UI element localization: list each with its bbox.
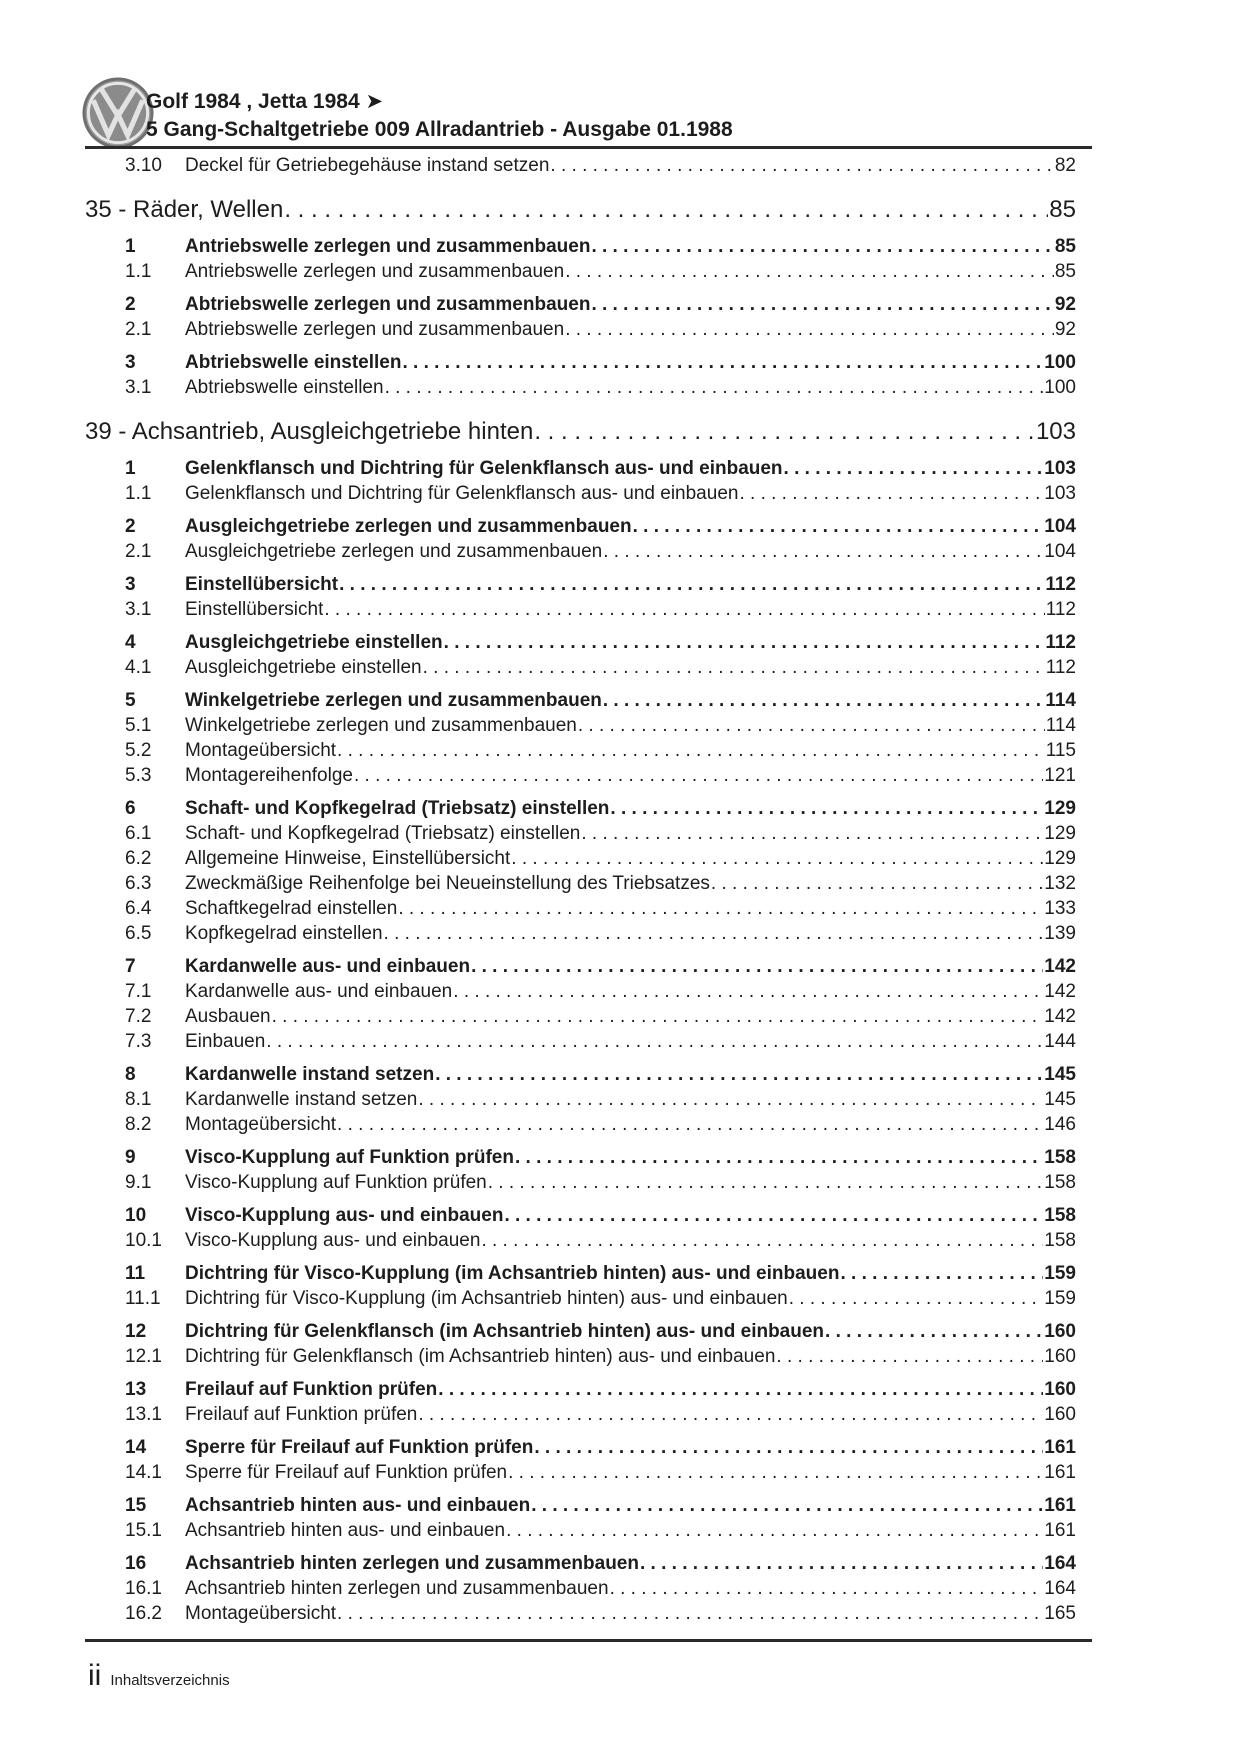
dot-leader <box>610 796 1043 821</box>
toc-entry-title: Kardanwelle aus- und einbauen <box>185 956 471 977</box>
toc-entry-number: 6 <box>125 798 136 819</box>
toc-entry-title: Einstellübersicht <box>185 574 339 595</box>
toc-entry <box>85 1460 1092 1485</box>
dot-leader <box>711 871 1043 896</box>
toc-section-title: 39 - Achsantrieb, Ausgleichgetriebe hinten <box>85 418 534 445</box>
toc-entry-title: Visco-Kupplung auf Funktion prüfen <box>185 1147 514 1168</box>
toc-entry-page: 103 <box>1044 458 1076 479</box>
toc-entry-page: 142 <box>1044 1006 1076 1027</box>
dot-leader <box>578 713 1045 738</box>
dot-leader <box>581 821 1043 846</box>
toc-entry-title: Achsantrieb hinten aus- und einbauen <box>185 1495 531 1516</box>
dot-leader <box>453 979 1043 1004</box>
toc-entry-number: 2 <box>125 516 136 537</box>
toc-entry-number: 13 <box>125 1379 147 1400</box>
dot-leader <box>384 921 1044 946</box>
toc-entry <box>85 1601 1092 1626</box>
toc-entry-page: 160 <box>1044 1379 1076 1400</box>
toc-entry <box>85 259 1092 284</box>
toc-entry <box>85 539 1092 564</box>
toc-entry-title: Dichtring für Visco-Kupplung (im Achsantrieb hinten) aus- und einbauen <box>185 1263 840 1284</box>
toc-entry <box>85 738 1092 763</box>
toc-entry <box>85 655 1092 680</box>
toc-entry <box>85 1518 1092 1543</box>
toc-entry <box>85 1402 1092 1427</box>
dot-leader <box>840 1261 1043 1286</box>
dot-leader <box>591 234 1053 259</box>
toc-entry-number: 3.10 <box>125 155 162 176</box>
toc-entry-title: Montageübersicht <box>185 1603 337 1624</box>
toc-entry-number: 6.2 <box>125 848 152 869</box>
dot-leader <box>418 1087 1043 1112</box>
toc-entry <box>85 796 1092 821</box>
toc-entry <box>85 1170 1092 1195</box>
toc-entry <box>85 1062 1092 1087</box>
toc-entry-number: 8.1 <box>125 1089 152 1110</box>
toc-entry-title: Kardanwelle instand setzen <box>185 1089 418 1110</box>
dot-leader <box>324 597 1044 622</box>
toc-entry-number: 1.1 <box>125 261 152 282</box>
toc-entry-page: 114 <box>1045 715 1076 736</box>
toc-entry-page: 139 <box>1044 923 1076 944</box>
dot-leader <box>633 514 1044 539</box>
toc-entry-number: 6.1 <box>125 823 152 844</box>
toc-entry <box>85 234 1092 259</box>
toc-entry-number: 5 <box>125 690 136 711</box>
toc-entry-title: Dichtring für Gelenkflansch (im Achsantrieb hinten) aus- und einbauen <box>185 1346 776 1367</box>
toc-entry <box>85 896 1092 921</box>
header-rule <box>85 146 1092 149</box>
toc-entry <box>85 1228 1092 1253</box>
toc-entry-page: 146 <box>1044 1114 1076 1135</box>
toc-entry-page: 144 <box>1044 1031 1076 1052</box>
toc-entry-page: 160 <box>1044 1404 1076 1425</box>
toc-entry-page: 92 <box>1054 294 1076 315</box>
toc-entry-title: Kardanwelle aus- und einbauen <box>185 981 453 1002</box>
toc-entry-page: 161 <box>1044 1520 1076 1541</box>
toc-entry-number: 15.1 <box>125 1520 162 1541</box>
dot-leader <box>354 763 1043 788</box>
toc-entry-title: Winkelgetriebe zerlegen und zusammenbauen <box>185 690 602 711</box>
toc-entry-title: Sperre für Freilauf auf Funktion prüfen <box>185 1437 534 1458</box>
dot-leader <box>515 1145 1043 1170</box>
toc-entry-number: 10.1 <box>125 1230 162 1251</box>
dot-leader <box>776 1344 1043 1369</box>
toc-entry <box>85 713 1092 738</box>
dot-leader <box>481 1228 1043 1253</box>
toc-section-page: 103 <box>1035 418 1076 445</box>
toc-entry-title: Ausgleichgetriebe einstellen <box>185 657 422 678</box>
toc-entry-number: 11 <box>125 1263 146 1284</box>
dot-leader <box>337 738 1045 763</box>
toc-entry-number: 7 <box>125 956 136 977</box>
toc-entry-page: 160 <box>1044 1346 1076 1367</box>
footer-page-number: ii <box>88 1659 102 1692</box>
toc-entry <box>85 1087 1092 1112</box>
toc-entry-number: 6.3 <box>125 873 152 894</box>
toc-entry <box>85 292 1092 317</box>
dot-leader <box>488 1170 1044 1195</box>
toc-entry-page: 103 <box>1044 483 1076 504</box>
toc-entry <box>85 979 1092 1004</box>
toc-entry <box>85 688 1092 713</box>
toc-entry-number: 12.1 <box>125 1346 162 1367</box>
toc-entry-title: Achsantrieb hinten aus- und einbauen <box>185 1520 506 1541</box>
toc-entry-page: 133 <box>1044 898 1076 919</box>
dot-leader <box>825 1319 1043 1344</box>
toc-entry-title: Einbauen <box>185 1031 266 1052</box>
toc-entry-page: 100 <box>1044 352 1076 373</box>
toc-entry-page: 161 <box>1044 1462 1076 1483</box>
toc-entry-page: 129 <box>1044 823 1076 844</box>
dot-leader <box>565 317 1054 342</box>
toc-entry-page: 145 <box>1044 1064 1076 1085</box>
toc-entry-number: 1 <box>125 236 136 257</box>
toc-entry-title: Dichtring für Visco-Kupplung (im Achsantrieb hinten) aus- und einbauen <box>185 1288 788 1309</box>
dot-leader <box>284 194 1048 226</box>
toc-entry-title: Abtriebswelle zerlegen und zusammenbauen <box>185 319 565 340</box>
toc-entry-title: Montagereihenfolge <box>185 765 353 786</box>
toc-entry-number: 16 <box>125 1553 147 1574</box>
toc-entry-number: 15 <box>125 1495 147 1516</box>
toc-entry-title: Antriebswelle zerlegen und zusammenbauen <box>185 261 565 282</box>
dot-leader <box>508 1460 1043 1485</box>
toc-entry <box>85 1029 1092 1054</box>
footer-rule <box>85 1639 1092 1642</box>
toc-entry <box>85 846 1092 871</box>
toc-section-header <box>85 194 1092 226</box>
toc-entry-number: 2.1 <box>125 541 152 562</box>
toc-entry <box>85 350 1092 375</box>
toc-entry <box>85 763 1092 788</box>
toc-entry-title: Visco-Kupplung auf Funktion prüfen <box>185 1172 487 1193</box>
toc-entry-page: 158 <box>1044 1172 1076 1193</box>
toc-entry-number: 1 <box>125 458 136 479</box>
toc-entry-title: Dichtring für Gelenkflansch (im Achsantrieb hinten) aus- und einbauen <box>185 1321 825 1342</box>
toc-entry-number: 8.2 <box>125 1114 152 1135</box>
toc-entry-title: Schaft- und Kopfkegelrad (Triebsatz) einstellen <box>185 798 610 819</box>
dot-leader <box>531 1493 1043 1518</box>
toc-entry-page: 115 <box>1045 740 1076 761</box>
toc-section-header <box>85 416 1092 448</box>
toc-entry-page: 164 <box>1044 1578 1076 1599</box>
toc-entry <box>85 1145 1092 1170</box>
toc-entry-page: 104 <box>1044 541 1076 562</box>
toc-entry-title: Deckel für Getriebegehäuse instand setzen <box>185 155 550 176</box>
toc-entry-page: 164 <box>1044 1553 1076 1574</box>
toc-entry-title: Ausgleichgetriebe zerlegen und zusammenbauen <box>185 516 632 537</box>
toc-entry <box>85 1493 1092 1518</box>
dot-leader <box>471 954 1043 979</box>
dot-leader <box>504 1203 1043 1228</box>
toc-entry-number: 5.1 <box>125 715 152 736</box>
toc-entry-number: 10 <box>125 1205 147 1226</box>
toc-entry-page: 112 <box>1045 657 1076 678</box>
toc-entry-page: 82 <box>1054 155 1076 176</box>
toc-entry-title: Achsantrieb hinten zerlegen und zusammenbauen <box>185 1553 639 1574</box>
toc-entry <box>85 1377 1092 1402</box>
toc-entry-number: 16.2 <box>125 1603 162 1624</box>
toc-entry <box>85 153 1092 178</box>
dot-leader <box>435 1062 1043 1087</box>
toc-entry-page: 165 <box>1044 1603 1076 1624</box>
toc-entry-title: Antriebswelle zerlegen und zusammenbauen <box>185 236 591 257</box>
dot-leader <box>402 350 1043 375</box>
dot-leader <box>550 153 1053 178</box>
dot-leader <box>418 1402 1043 1427</box>
toc-entry-title: Visco-Kupplung aus- und einbauen <box>185 1205 504 1226</box>
dot-leader <box>534 1435 1043 1460</box>
footer-section-label: Inhaltsverzeichnis <box>110 1672 230 1689</box>
dot-leader <box>789 1286 1044 1311</box>
toc-entry <box>85 1261 1092 1286</box>
toc-entry-title: Winkelgetriebe zerlegen und zusammenbauen <box>185 715 577 736</box>
toc-entry-number: 12 <box>125 1321 147 1342</box>
toc-entry-number: 7.2 <box>125 1006 152 1027</box>
toc-entry-page: 142 <box>1044 981 1076 1002</box>
dot-leader <box>398 896 1043 921</box>
toc-entry-page: 161 <box>1044 1437 1076 1458</box>
toc-entry-number: 14.1 <box>125 1462 162 1483</box>
toc-entry <box>85 375 1092 400</box>
toc-entry-page: 132 <box>1044 873 1076 894</box>
dot-leader <box>266 1029 1043 1054</box>
toc-entry <box>85 1344 1092 1369</box>
toc-entry <box>85 871 1092 896</box>
toc-entry <box>85 821 1092 846</box>
dot-leader <box>534 416 1035 448</box>
toc-entry-page: 100 <box>1044 377 1076 398</box>
toc-entry-number: 11.1 <box>125 1288 161 1309</box>
toc-entry-number: 7.1 <box>125 981 152 1002</box>
toc-entry-title: Gelenkflansch und Dichtring für Gelenkflansch aus- und einbauen <box>185 483 739 504</box>
toc-entry-number: 5.2 <box>125 740 152 761</box>
toc-entry <box>85 514 1092 539</box>
toc-entry <box>85 1112 1092 1137</box>
toc-entry-number: 3 <box>125 574 136 595</box>
toc-entry <box>85 630 1092 655</box>
toc-entry-title: Freilauf auf Funktion prüfen <box>185 1379 438 1400</box>
toc-entry <box>85 1435 1092 1460</box>
toc-entry-title: Montageübersicht <box>185 740 337 761</box>
dot-leader <box>506 1518 1043 1543</box>
toc-entry-title: Sperre für Freilauf auf Funktion prüfen <box>185 1462 508 1483</box>
dot-leader <box>640 1551 1043 1576</box>
toc-entry-number: 7.3 <box>125 1031 152 1052</box>
page-header <box>146 88 733 144</box>
toc-entry-number: 6.5 <box>125 923 152 944</box>
header-model-line: Golf 1984 , Jetta 1984 ➤ <box>146 90 384 113</box>
toc-entry-title: Schaftkegelrad einstellen <box>185 898 398 919</box>
toc-entry-page: 158 <box>1044 1230 1076 1251</box>
dot-leader <box>610 1576 1044 1601</box>
dot-leader <box>444 630 1045 655</box>
toc-entry-page: 158 <box>1044 1147 1076 1168</box>
dot-leader <box>739 481 1043 506</box>
toc-entry-page: 145 <box>1044 1089 1076 1110</box>
dot-leader <box>337 1601 1043 1626</box>
toc-section-title: 35 - Räder, Wellen <box>85 196 284 223</box>
toc-entry <box>85 317 1092 342</box>
toc-entry-page: 85 <box>1054 261 1076 282</box>
toc-entry-title: Schaft- und Kopfkegelrad (Triebsatz) einstellen <box>185 823 581 844</box>
toc-entry-number: 9.1 <box>125 1172 152 1193</box>
toc-entry-title: Ausgleichgetriebe einstellen <box>185 632 443 653</box>
toc-entry-page: 161 <box>1044 1495 1076 1516</box>
toc-entry <box>85 597 1092 622</box>
toc-entry-title: Einstellübersicht <box>185 599 324 620</box>
toc-entry <box>85 1576 1092 1601</box>
dot-leader <box>272 1004 1044 1029</box>
toc-entry-page: 159 <box>1044 1263 1076 1284</box>
toc-entry-title: Kardanwelle instand setzen <box>185 1064 435 1085</box>
dot-leader <box>339 572 1044 597</box>
dot-leader <box>603 539 1043 564</box>
toc-entry-number: 13.1 <box>125 1404 162 1425</box>
toc-entry-title: Abtriebswelle zerlegen und zusammenbauen <box>185 294 591 315</box>
toc-entry-number: 2.1 <box>125 319 152 340</box>
toc-section-page: 85 <box>1049 196 1076 223</box>
dot-leader <box>423 655 1045 680</box>
dot-leader <box>438 1377 1043 1402</box>
toc-entry-title: Montageübersicht <box>185 1114 337 1135</box>
header-subject-line: 5 Gang-Schaltgetriebe 009 Allradantrieb - Ausgabe 01.1988 <box>146 118 733 141</box>
toc-entry-number: 3 <box>125 352 136 373</box>
toc-entry-title: Abtriebswelle einstellen <box>185 352 402 373</box>
dot-leader <box>385 375 1044 400</box>
toc-entry-page: 129 <box>1044 798 1076 819</box>
dot-leader <box>511 846 1043 871</box>
toc-entry <box>85 481 1092 506</box>
toc-entry-title: Freilauf auf Funktion prüfen <box>185 1404 418 1425</box>
toc-entry-page: 142 <box>1044 956 1076 977</box>
toc-entry-title: Abtriebswelle einstellen <box>185 377 384 398</box>
toc-entry <box>85 1004 1092 1029</box>
toc-entry-page: 121 <box>1044 765 1076 786</box>
toc-entry-title: Achsantrieb hinten zerlegen und zusammenbauen <box>185 1578 609 1599</box>
toc-entry-number: 14 <box>125 1437 147 1458</box>
toc-entry-page: 112 <box>1045 599 1076 620</box>
dot-leader <box>784 456 1044 481</box>
toc-entry <box>85 456 1092 481</box>
toc-entry-title: Allgemeine Hinweise, Einstellübersicht <box>185 848 511 869</box>
toc-entry-number: 6.4 <box>125 898 152 919</box>
dot-leader <box>565 259 1054 284</box>
toc-entry-number: 3.1 <box>125 599 152 620</box>
toc-entry-number: 2 <box>125 294 136 315</box>
toc-entry-number: 4.1 <box>125 657 152 678</box>
toc-entry-page: 114 <box>1045 690 1076 711</box>
toc-entry-number: 4 <box>125 632 136 653</box>
toc-entry <box>85 572 1092 597</box>
toc-entry-title: Kopfkegelrad einstellen <box>185 923 383 944</box>
toc-entry-page: 159 <box>1044 1288 1076 1309</box>
toc-entry-title: Ausbauen <box>185 1006 271 1027</box>
toc-entry-page: 160 <box>1044 1321 1076 1342</box>
toc-entry-number: 8 <box>125 1064 136 1085</box>
toc-entry-title: Gelenkflansch und Dichtring für Gelenkflansch aus- und einbauen <box>185 458 783 479</box>
toc-entry-number: 9 <box>125 1147 136 1168</box>
toc-entry-page: 85 <box>1054 236 1076 257</box>
toc-entry <box>85 1286 1092 1311</box>
toc-entry-title: Visco-Kupplung aus- und einbauen <box>185 1230 481 1251</box>
toc-entry-page: 129 <box>1044 848 1076 869</box>
toc-entry <box>85 1551 1092 1576</box>
dot-leader <box>337 1112 1043 1137</box>
toc-entry-title: Ausgleichgetriebe zerlegen und zusammenbauen <box>185 541 603 562</box>
toc-entry-number: 5.3 <box>125 765 152 786</box>
dot-leader <box>591 292 1053 317</box>
toc-entry-number: 3.1 <box>125 377 152 398</box>
toc-entry-number: 16.1 <box>125 1578 162 1599</box>
toc-entry <box>85 921 1092 946</box>
toc-entry <box>85 1319 1092 1344</box>
toc-entry-number: 1.1 <box>125 483 152 504</box>
toc-entry-page: 112 <box>1045 574 1076 595</box>
toc-entry-page: 112 <box>1045 632 1076 653</box>
toc-entry-page: 158 <box>1044 1205 1076 1226</box>
dot-leader <box>603 688 1044 713</box>
toc-entry <box>85 1203 1092 1228</box>
toc-entry-page: 104 <box>1044 516 1076 537</box>
toc-entry-title: Zweckmäßige Reihenfolge bei Neueinstellung des Triebsatzes <box>185 873 710 894</box>
table-of-contents <box>85 153 1092 1626</box>
toc-entry <box>85 954 1092 979</box>
page-footer <box>88 1658 230 1694</box>
toc-entry-page: 92 <box>1054 319 1076 340</box>
